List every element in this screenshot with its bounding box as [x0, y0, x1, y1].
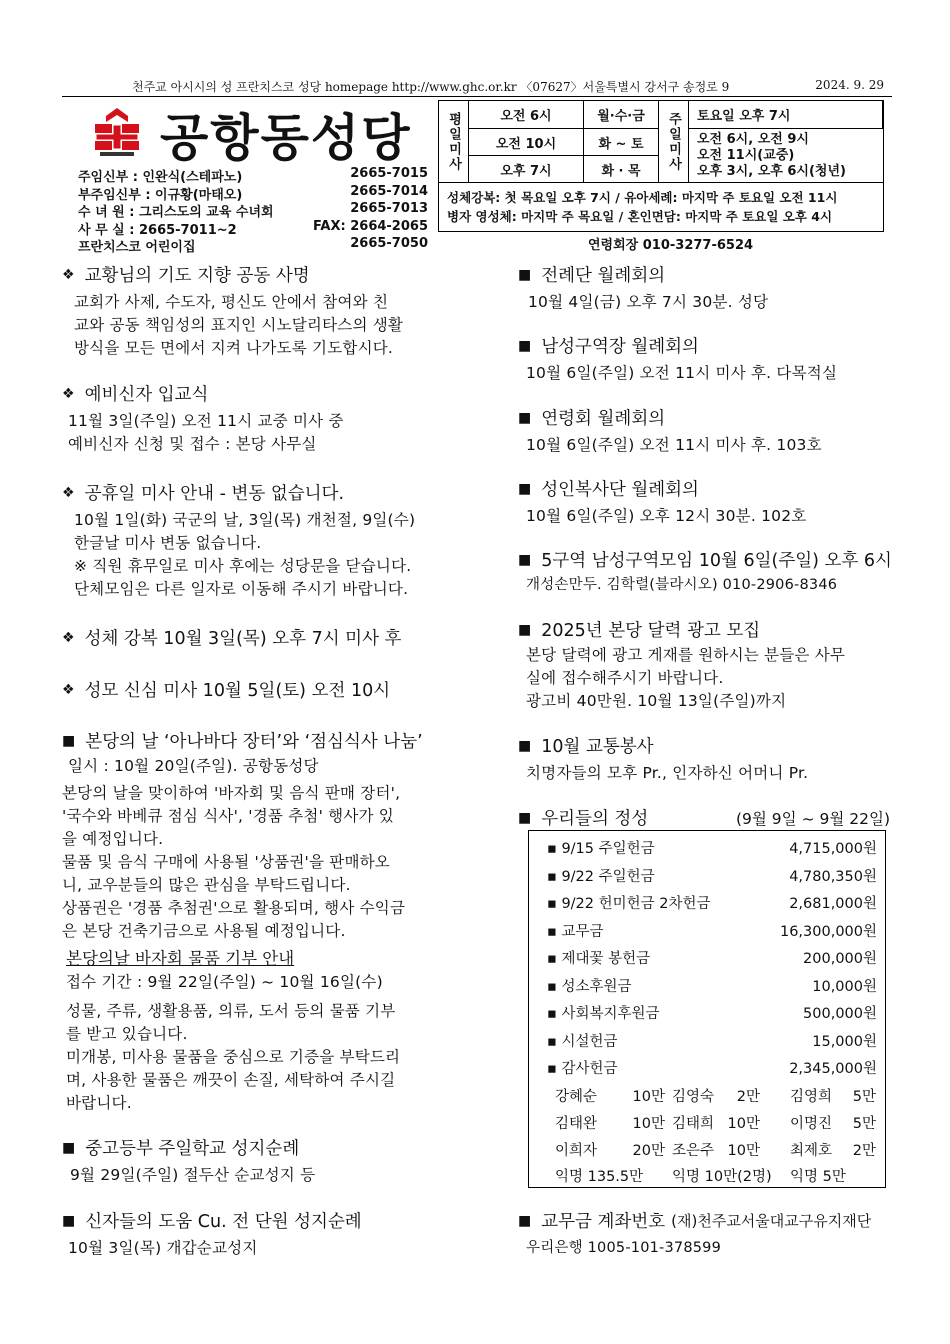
church-logo-icon: [92, 106, 142, 158]
account-section: ■ 교무금 계좌번호 (재)천주교서울대교구유지재단 우리은행 1005-101-378599: [518, 1212, 872, 1256]
offering-header: ■ 우리들의 정성 (9월 9일 ~ 9월 22일): [518, 809, 890, 829]
notice-section: ■ 신자들의 도움 Cu. 전 단원 성지순례 10월 3일(목) 개갑순교성지: [62, 1212, 362, 1257]
notice-section: ■ 연령회 월례회의 10월 6일(주일) 오전 11시 미사 후. 103호: [518, 409, 822, 454]
notice-section: ■ 남성구역장 월례회의 10월 6일(주일) 오전 11시 미사 후. 다목적실: [518, 337, 838, 382]
notice-section: ■ 성인복사단 월례회의 10월 6일(주일) 오후 12시 30분. 102호: [518, 480, 807, 525]
staff-list: [78, 166, 428, 254]
offering-item: ▪ 사회복지후원금 500,000원: [547, 1006, 877, 1022]
notice-section: ❖ 교황님의 기도 지향 공동 사명 교회가 사제, 수도자, 평신도 안에서 참여와 친 교와 공동 책임성의 표지인 시노달리타스의 생활 방식을 모든 면에서 지켜 나가도록 기도합시다.: [62, 266, 404, 357]
notice-section: ■ 본당의 날 ‘아나바다 장터’와 ‘점심식사 나눔’ 일시 : 10월 20일(주일). 공항동성당 본당의 날을 맞이하여 '바자회 및 음식 판매 장터', '국수와 바베큐 점심 식사', '경품 추첨' 행사가 있 을 예정입니다. 물품 및 음식 구매에 사용될 '상품권'을 판매하오 니, 교우분들의 많은 관심을 부탁드립니다. 상품권은 '경품 추첨권'으로 활용되며, 행사 수익금 은 본당 건축기금으로 사용될 예정입니다.: [62, 732, 423, 940]
council-contact: 연령회장 010-3277-6524: [588, 238, 754, 253]
staff-row: 사 무 실 : 2665-7011~2 FAX: 2664-2065: [78, 218, 428, 238]
offering-item: ▪ 9/15 주일헌금 4,715,000원: [547, 841, 877, 857]
mass-schedule-table: 평일미사 오전 6시 월·수·금 오전 10시 화 ~ 토 오후 7시 화 · 목 주일미사 토요일 오후 7시 오전 6시, 오전 9시 오전 11시(교중) 오후 3시, 오후 6시(청년) 성체강복: 첫 목요일 오후 7시 / 유아세례: 마지막 주 토요일 오전 11시 병자 영성체: 마지막 주 목요일 / 혼인면담: 마지막 주 토요일 오후 4시: [438, 100, 884, 232]
issue-date: 2024. 9. 29: [815, 78, 884, 92]
offering-item: ▪ 제대꽃 봉헌금 200,000원: [547, 951, 877, 967]
notice-section: ❖ 예비신자 입교식 11월 3일(주일) 오전 11시 교중 미사 중 예비신자 신청 및 접수 : 본당 사무실: [62, 385, 344, 453]
staff-row: 부주임신부 : 이규황(마태오) 2665-7014: [78, 183, 428, 203]
offering-item: ▪ 9/22 주일헌금 4,780,350원: [547, 869, 877, 885]
offering-box: ▪ 9/15 주일헌금 4,715,000원 ▪ 9/22 주일헌금 4,780,350원 ▪ 9/22 헌미헌금 2차헌금 2,681,000원 ▪ 교무금 16,300,000원 ▪ 제대꽃 봉헌금 200,000원 ▪ 성소후원금 10,000원 ▪ 사회복지후원금 500,000원 ▪ 시설헌금 15,000원 ▪ 감사헌금 2,345,000원 강혜순 10만 김영숙 2만 김영희 5만 김태완 10만 김태희 10만 이명진 5만 이희자 20만 조은주 10만 최제호 2만 익명 135.5만 익명 10만(2명) 익명 5만: [528, 830, 886, 1188]
offering-item: ▪ 교무금 16,300,000원: [547, 924, 877, 940]
offering-item: ▪ 감사헌금 2,345,000원: [547, 1061, 877, 1077]
weekday-mass-label: 평일미사: [439, 101, 469, 183]
staff-row: 주임신부 : 인완식(스테파노) 2665-7015: [78, 166, 428, 185]
offering-item: ▪ 성소후원금 10,000원: [547, 979, 877, 995]
header-rule: [62, 96, 892, 97]
notice-section: ■ 10월 교통봉사 치명자들의 모후 Pr., 인자하신 어머니 Pr.: [518, 737, 809, 782]
notice-section: ■ 5구역 남성구역모임 10월 6일(주일) 오후 6시 개성손만두. 김학렬(블라시오) 010-2906-8346: [518, 551, 892, 593]
header-address: 천주교 아시시의 성 프란치스코 성당 homepage http://www.ghc.or.kr 〈07627〉서울특별시 강서구 송정로 9: [132, 80, 730, 94]
notice-section: ■ 2025년 본당 달력 광고 모집 본당 달력에 광고 게재를 원하시는 분들은 사무 실에 접수해주시기 바랍니다. 광고비 40만원. 10월 13일(주일)까지: [518, 621, 846, 710]
sunday-mass-label: 주일미사: [659, 101, 689, 183]
notice-section: 본당의날 바자회 물품 기부 안내 접수 기간 : 9월 22일(주일) ~ 10월 16일(수) 성물, 주류, 생활용품, 의류, 도서 등의 물품 기부 를 받고 있습니다. 미개봉, 미사용 물품을 중심으로 기증을 부탁드리 며, 사용한 물품은 깨끗이 손질, 세탁하여 주시길 바랍니다.: [66, 949, 401, 1112]
offering-item: ▪ 시설헌금 15,000원: [547, 1034, 877, 1050]
notice-section: ❖ 성체 강복 10월 3일(목) 오후 7시 미사 후: [62, 629, 402, 649]
mass-note: 병자 영성체: 마지막 주 목요일 / 혼인면담: 마지막 주 토요일 오후 4시: [447, 209, 833, 224]
offering-item: ▪ 9/22 헌미헌금 2차헌금 2,681,000원: [547, 896, 877, 912]
staff-row: 수 녀 원 : 그리스도의 교육 수녀회 2665-7013: [78, 201, 428, 220]
notice-section: ❖ 성모 신심 미사 10월 5일(토) 오전 10시: [62, 681, 391, 701]
staff-row: 프란치스코 어린이집 2665-7050: [78, 236, 428, 255]
mass-note: 성체강복: 첫 목요일 오후 7시 / 유아세례: 마지막 주 토요일 오전 11시: [447, 190, 838, 205]
notice-section: ■ 중고등부 주일학교 성지순례 9월 29일(주일) 절두산 순교성지 등: [62, 1139, 316, 1184]
notice-section: ❖ 공휴일 미사 안내 - 변동 없습니다. 10월 1일(화) 국군의 날, 3일(목) 개천절, 9일(수) 한글날 미사 변동 없습니다. ※ 직원 휴무일로 미사 후에는 성당문을 닫습니다. 단체모임은 다른 일자로 이동해 주시기 바랍니다.: [62, 484, 416, 598]
parish-title: 공항동성당: [160, 109, 412, 167]
notice-section: ■ 전례단 월례회의 10월 4일(금) 오후 7시 30분. 성당: [518, 266, 769, 311]
